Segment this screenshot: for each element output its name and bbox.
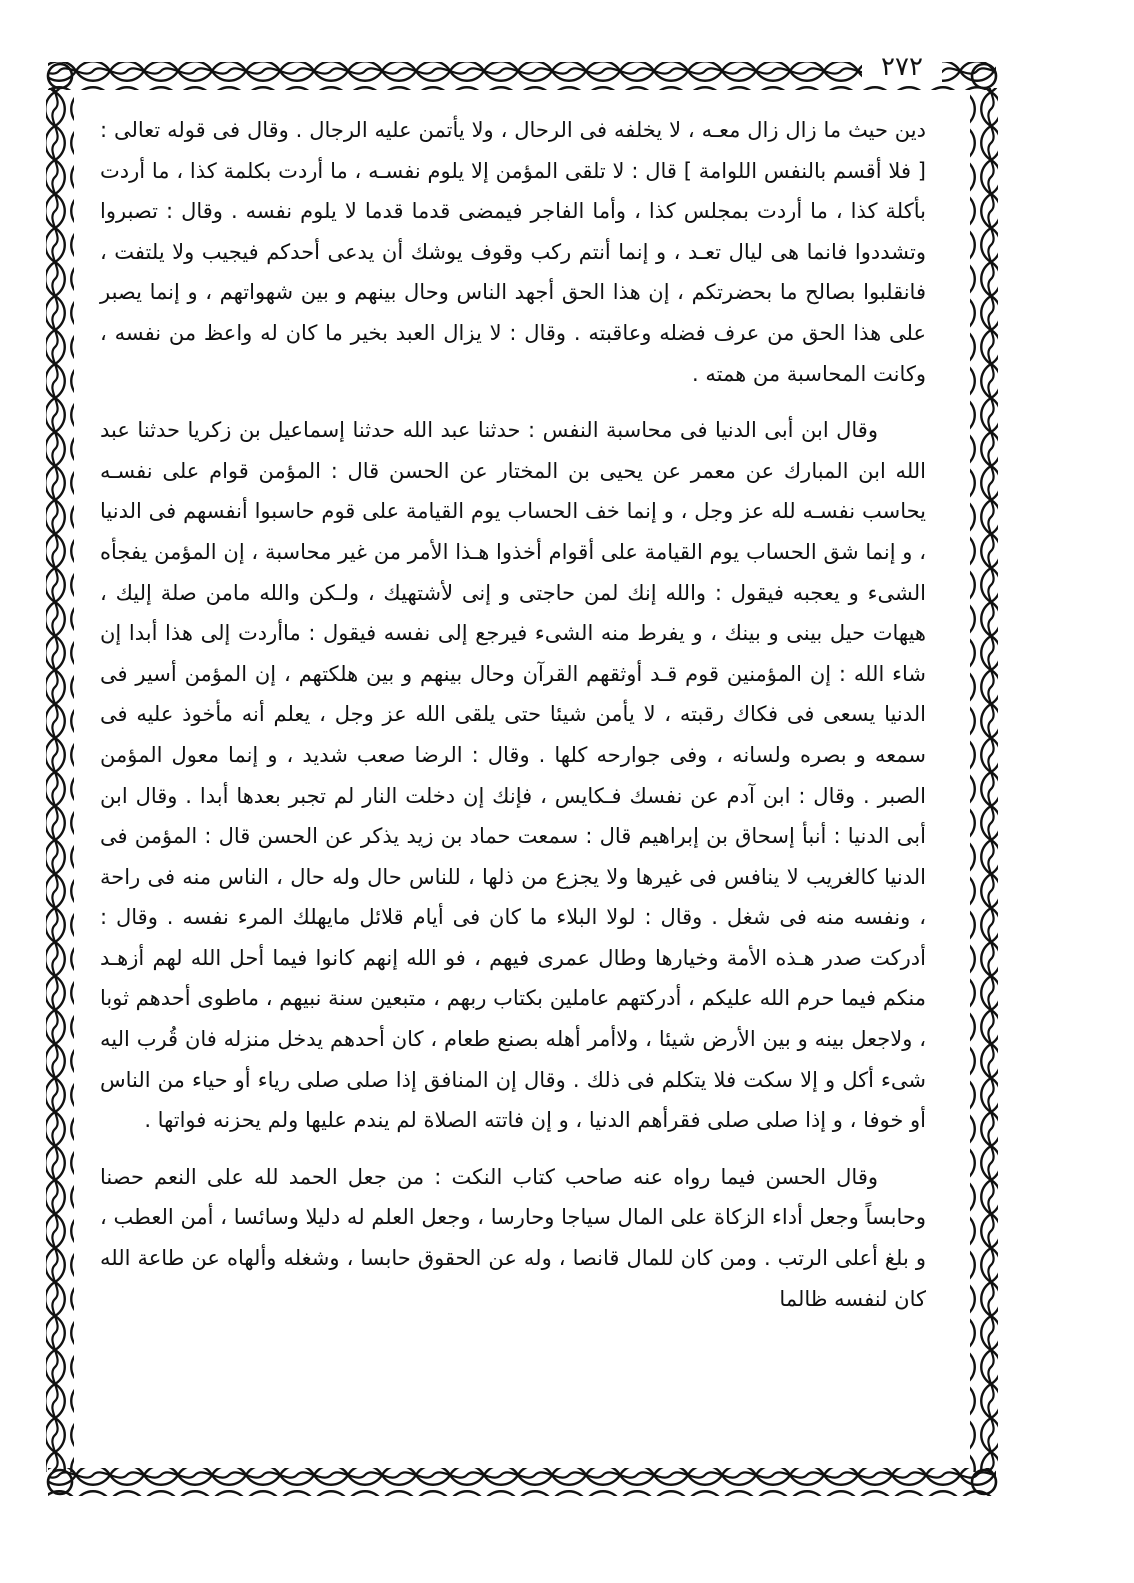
- paragraph-2: وقال ابن أبى الدنيا فى محاسبة النفس : حدثنا عبد الله حدثنا إسماعيل بن زكريا حدثنا عبد الله ابن المبارك عن معمر عن يحيى بن المختار عن الحسن قال : المؤمن قوام على نفسـه يحاسب نفسـه لله عز وجل ، و إنما خف الحساب يوم القيامة على قوم حاسبوا أنفسهم فى الدنيا ، و إنما شق الحساب يوم القيامة على أقوام أخذوا هـذا الأمر من غير محاسبة ، إن المؤمن يفجأه الشىء و يعجبه فيقول : والله إنك لمن حاجتى و إنى لأشتهيك ، ولـكن والله مامن صلة إليك ، هيهات حيل بينى و بينك ، و يفرط منه الشىء فيرجع إلى نفسه فيقول : ماأردت إلى هذا أبدا إن شاء الله : إن المؤمنين قوم قـد أوثقهم القرآن وحال بينهم و بين هلكتهم ، إن المؤمن أسير فى الدنيا يسعى فى فكاك رقبته ، لا يأمن شيئا حتى يلقى الله عز وجل ، يعلم أنه مأخوذ عليه فى سمعه و بصره ولسانه ، وفى جوارحه كلها . وقال : الرضا صعب شديد ، و إنما معول المؤمن الصبر . وقال : ابن آدم عن نفسك فـكايس ، فإنك إن دخلت النار لم تجبر بعدها أبدا . وقال ابن أبى الدنيا : أنبأ إسحاق بن إبراهيم قال : سمعت حماد بن زيد يذكر عن الحسن قال : المؤمن فى الدنيا كالغريب لا ينافس فى غيرها ولا يجزع من ذلها ، للناس حال وله حال ، الناس منه فى راحة ، ونفسه منه فى شغل . وقال : لولا البلاء ما كان فى أيام قلائل مايهلك المرء نفسه . وقال : أدركت صدر هـذه الأمة وخيارها وطال عمرى فيهم ، فو الله إنهم كانوا فيما أحل الله لهم أزهـد منكم فيما حرم الله عليكم ، أدركتهم عاملين بكتاب ربهم ، متبعين سنة نبيهم ، ماطوى أحدهم ثوبا ، ولاجعل بينه و بين الأرض شيئا ، ولاأمر أهله بصنع طعام ، كان أحدهم يدخل منزله فان قُرب اليه شىء أكل و إلا سكت فلا يتكلم فى ذلك . وقال إن المنافق إذا صلى صلى رياء أو حياء من الناس أو خوفا ، و إذا صلى صلى فقرأهم الدنيا ، و إن فاتته الصلاة لم يندم عليها ولم يحزنه فواتها .: [100, 418, 926, 1133]
- paragraph-3: وقال الحسن فيما رواه عنه صاحب كتاب النكت : من جعل الحمد لله على النعم حصنا وحابساً وجعل أداء الزكاة على المال سياجا وحارسا ، وجعل العلم له دليلا وسائسا ، أمن العطب ، و بلغ أعلى الرتب . ومن كان للمال قانصا ، وله عن الحقوق حابسا ، وشغله وألهاه عن طاعة الله كان لنفسه ظالما: [100, 1164, 926, 1311]
- page-body: [100, 110, 926, 1480]
- border-top: [48, 62, 996, 90]
- border-right: [970, 88, 998, 1472]
- border-left: [46, 88, 74, 1472]
- paragraph-1: دين حيث ما زال زال معـه ، لا يخلفه فى الرحال ، ولا يأتمن عليه الرجال . وقال فى قوله تعالى : [ فلا أقسم بالنفس اللوامة ] قال : لا تلقى المؤمن إلا يلوم نفسـه ، ما أردت بكلمة كذا ، ما أردت بأكلة كذا ، ما أردت بمجلس كذا ، وأما الفاجر فيمضى قدما قدما لا يلوم نفسه . وقال : تصبروا وتشددوا فانما هى ليال تعـد ، و إنما أنتم ركب وقوف يوشك أن يدعى أحدكم فيجيب ولا يلتفت ، فانقلبوا بصالح ما بحضرتكم ، إن هذا الحق أجهد الناس وحال بينهم و بين شهواتهم ، و إنما يصبر على هذا الحق من عرف فضله وعاقبته . وقال : لا يزال العبد بخير ما كان له واعظ من نفسه ، وكانت المحاسبة من همته .: [100, 118, 926, 386]
- page-number: ٢٧٢: [862, 52, 942, 82]
